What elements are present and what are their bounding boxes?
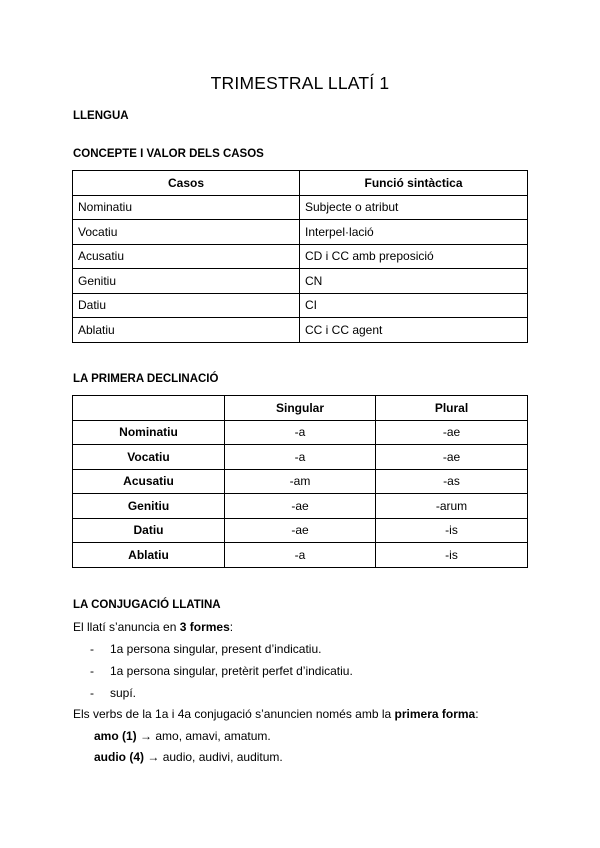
arrow-icon: → <box>140 729 153 743</box>
list-item-text: 1a persona singular, pretèrit perfet d’indicatiu. <box>110 664 353 678</box>
table-cell: -a <box>225 543 376 568</box>
conjugation-intro <box>73 620 233 634</box>
table-row <box>73 445 528 470</box>
example-forms: amo, amavi, amatum. <box>155 729 271 743</box>
conjugation-note <box>73 707 479 721</box>
table-cell: Nominatiu <box>73 195 300 220</box>
table-row <box>73 220 528 245</box>
table-cell: -ae <box>225 518 376 543</box>
table-cell: Acusatiu <box>73 244 300 269</box>
table-row <box>73 420 528 445</box>
list-item <box>90 686 136 700</box>
table-cell: Ablatiu <box>73 318 300 343</box>
arrow-icon: → <box>147 750 160 764</box>
declension-heading: LA PRIMERA DECLINACIÓ <box>73 373 219 385</box>
intro-bold-text: 3 formes <box>179 620 230 634</box>
table-row <box>73 244 528 269</box>
row-header: Acusatiu <box>73 469 225 494</box>
example-verb: amo (1) <box>94 729 137 743</box>
example-verb: audio (4) <box>94 750 144 764</box>
table-cell: Genitiu <box>73 269 300 294</box>
note-suffix: : <box>475 707 479 721</box>
row-header: Genitiu <box>73 494 225 519</box>
table-row <box>73 293 528 318</box>
dash-bullet: - <box>90 686 94 700</box>
table-header-row <box>73 171 528 196</box>
table-header-row <box>73 396 528 421</box>
table-cell: -is <box>376 543 528 568</box>
cases-heading: CONCEPTE I VALOR DELS CASOS <box>73 148 264 160</box>
row-header: Ablatiu <box>73 543 225 568</box>
table-cell: Datiu <box>73 293 300 318</box>
row-header: Datiu <box>73 518 225 543</box>
table-cell: -a <box>225 445 376 470</box>
list-item-text: 1a persona singular, present d’indicatiu. <box>110 642 322 656</box>
table-cell: CC i CC agent <box>300 318 528 343</box>
table-cell: -ae <box>376 420 528 445</box>
example-amo <box>94 729 271 743</box>
table-row <box>73 269 528 294</box>
table-cell: -am <box>225 469 376 494</box>
cases-table <box>72 170 528 343</box>
dash-bullet: - <box>90 664 94 678</box>
intro-text: El llatí s’anuncia en <box>73 620 180 634</box>
table-row <box>73 318 528 343</box>
list-item-text: supí. <box>110 686 137 700</box>
table-cell: -a <box>225 420 376 445</box>
table-row <box>73 195 528 220</box>
list-item <box>90 664 353 678</box>
table-cell: Subjecte o atribut <box>300 195 528 220</box>
table-row <box>73 518 528 543</box>
table-cell: -arum <box>376 494 528 519</box>
list-item <box>90 642 321 656</box>
table-cell: CI <box>300 293 528 318</box>
table-cell: -is <box>376 518 528 543</box>
dash-bullet: - <box>90 642 94 656</box>
row-header: Vocatiu <box>73 445 225 470</box>
row-header: Nominatiu <box>73 420 225 445</box>
table-cell: Vocatiu <box>73 220 300 245</box>
table-row <box>73 543 528 568</box>
intro-suffix: : <box>229 620 234 634</box>
table-cell: -ae <box>376 445 528 470</box>
column-header-plural: Plural <box>376 396 528 421</box>
table-row <box>73 469 528 494</box>
section-heading-llengua: LLENGUA <box>73 110 129 122</box>
example-forms: audio, audivi, auditum. <box>162 750 283 764</box>
note-text: Els verbs de la 1a i 4a conjugació s’anuncien només amb la <box>73 707 395 721</box>
table-cell: CD i CC amb preposició <box>300 244 528 269</box>
column-header-funcio: Funció sintàctica <box>300 171 528 196</box>
page-title: TRIMESTRAL LLATÍ 1 <box>210 73 390 93</box>
column-header-singular: Singular <box>225 396 376 421</box>
note-bold-text: primera forma <box>394 707 476 721</box>
declension-table <box>72 395 528 568</box>
table-cell: -ae <box>225 494 376 519</box>
table-cell: CN <box>300 269 528 294</box>
column-header-casos: Casos <box>73 171 300 196</box>
table-cell: Interpel·lació <box>300 220 528 245</box>
conjugation-heading: LA CONJUGACIÓ LLATINA <box>73 599 221 611</box>
column-header-empty <box>73 396 225 421</box>
table-cell: -as <box>376 469 528 494</box>
example-audio <box>94 750 283 764</box>
table-row <box>73 494 528 519</box>
